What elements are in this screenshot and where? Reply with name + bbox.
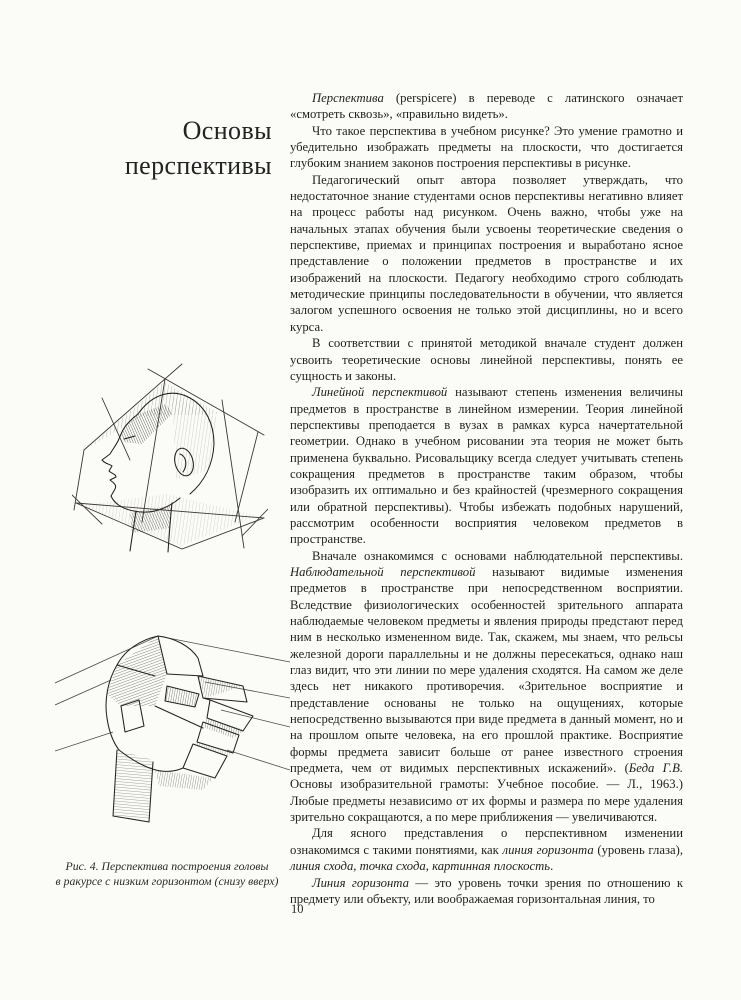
facet-shading: [107, 636, 245, 820]
italic-text-run: Линейной перспективой: [312, 385, 448, 400]
text-run: (perspicere) в переводе с латинского означает «смотреть сквозь», «правильно видеть».: [290, 91, 683, 122]
chapter-title-line1: Основы: [182, 116, 272, 146]
chapter-title: [40, 113, 272, 183]
paragraph: [290, 123, 683, 172]
figure4-caption-line1: Рис. 4. Перспектива построения головы: [65, 859, 269, 873]
text-run: .: [550, 859, 554, 874]
chapter-title-line2: перспективы: [124, 151, 272, 181]
text-run: называют степень изменения величины предметов в пространстве в линейном измерении. Теория линейной перспективы преподается в вузах в рамках курса начертательной геометрии. Однако в учебном рисовании эта теория не может быть применена буквально. Рисовальщику всегда следует учитывать степень сокращения предметов в пространстве таким образом, чтобы изобразить их оптимально и без крайностей (чрезмерного сокращения или обратной перспективы). Чтобы избежать подобных нарушений, рассмотрим особенности восприятия человеком предметов в пространстве.: [290, 385, 683, 547]
paragraph: [290, 548, 683, 826]
italic-text-run: линия схода, точка схода, картинная плоскость: [290, 859, 551, 874]
figure4-caption-line2: в ракурсе с низким горизонтом (снизу вверх): [55, 874, 279, 888]
figure4-caption: [42, 859, 292, 889]
text-run: — это уровень точки зрения по отношению к предмету или объекту, или воображаемая горизонтальная линия, то: [290, 875, 683, 906]
text-run: Вначале ознакомимся с основами наблюдательной перспективы.: [312, 548, 683, 563]
italic-text-run: Беда Г.В.: [628, 761, 684, 776]
figure4-top-sketch: [72, 362, 268, 554]
article-paragraphs: [290, 90, 683, 907]
page-number: 10: [291, 902, 304, 916]
text-run: Педагогический опыт автора позволяет утверждать, что недостаточное знание студентами основ перспективы негативно влияет на процесс работы над рисунком. Очень важно, чтобы уже на начальных этапах обучения были усвоены теоретические сведения о перспективе, приемах и принципах построения и выработано ясное представление о положении предметов в пространстве и их изображений на плоскости. Педагогу необходимо строго соблюдать методические принципы последовательности в обучении, что является залогом успешного освоения не только этой дисциплины, но и всего курса.: [290, 172, 683, 334]
paragraph: [290, 90, 683, 123]
text-run: Для ясного представления о перспективном изменении ознакомимся с такими понятиями, как: [290, 826, 683, 857]
paragraph: [290, 384, 683, 547]
paragraph: [290, 875, 683, 908]
text-run: Основы изобразительной грамоты: Учебное пособие. — Л., 1963.) Любые предметы независимо от их формы и размера по мере удаления зрительно сокращаются, а по мере приближения — увеличиваются.: [290, 777, 683, 825]
italic-text-run: линия горизонта: [502, 842, 594, 857]
text-run: Что такое перспектива в учебном рисунке? Это умение грамотно и убедительно изображать предметы на плоскости, что достигается глубоким знанием законов построения перспективы в рисунке.: [290, 123, 683, 171]
italic-text-run: Наблюдательной перспективой: [290, 564, 476, 579]
text-run: (уровень глаза),: [593, 842, 683, 857]
paragraph: [290, 172, 683, 335]
paragraph: [290, 825, 683, 874]
italic-text-run: Перспектива: [312, 91, 384, 105]
paragraph: [290, 335, 683, 384]
figure4-bottom-sketch: [55, 610, 290, 838]
italic-text-run: Линия горизонта: [312, 875, 409, 890]
text-run: В соответствии с принятой методикой вначале студент должен усвоить теоретические основы линейной перспективы, понять ее сущность и законы.: [290, 336, 683, 383]
text-run: называют видимые изменения предметов в пространстве при непосредственном восприятии. Вследствие физиологических особенностей зрительного аппарата наблюдаемые человеком предметы и явления природы предстают перед ним в несколько измененном виде. Так, скажем, мы знаем, что рельсы железной дороги параллельны и не должны пересекаться, однако наш глаз видит, что эти линии по мере удаления сходятся. На самом же деле здесь нет никакого противоречия. «Зрительное восприятие и представление основаны не только на ощущениях, которые непосредственно вызываются при виде предмета в данный момент, но и на прошлом опыте человека, на его прошлой практике. Восприятие формы предмета зависит больше от ранее известного строения предмета, чем от видимых перспективных искажений». (: [290, 564, 683, 776]
